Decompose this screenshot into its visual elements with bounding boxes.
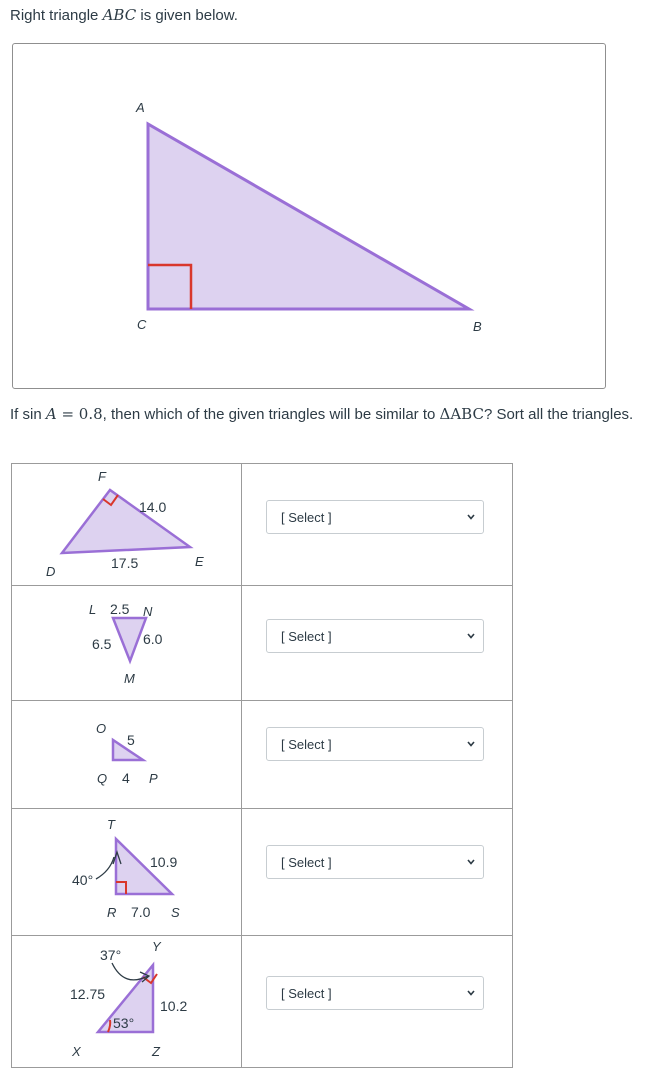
vertex-label: D <box>46 564 56 579</box>
vertex-label: P <box>149 771 158 786</box>
figure-cell <box>12 464 242 586</box>
side-label: 10.2 <box>160 998 188 1014</box>
triangle-def <box>62 490 190 553</box>
select-cell <box>242 809 513 936</box>
answer-dropdown[interactable] <box>266 619 484 653</box>
vertex-label: T <box>107 817 115 832</box>
triangle-lmn <box>113 618 146 661</box>
chevron-down-icon <box>465 629 477 643</box>
question-eq: = 0.8 <box>56 405 103 423</box>
vertex-label: L <box>89 602 97 617</box>
vertex-label: S <box>171 905 180 920</box>
vertex-label: M <box>124 671 135 686</box>
side-label: 6.0 <box>143 631 163 647</box>
vertex-label: X <box>72 1044 81 1059</box>
vertex-label: F <box>98 469 106 484</box>
triangle-lmn-figure <box>12 586 241 695</box>
question-pre: If sin <box>10 406 46 423</box>
vertex-label: O <box>96 721 107 736</box>
select-cell <box>242 936 513 1068</box>
vertex-label: N <box>143 604 153 619</box>
intro-post: is given below. <box>136 7 238 24</box>
chevron-down-icon <box>465 986 477 1000</box>
triangle-rst-figure <box>12 809 241 930</box>
answer-dropdown[interactable] <box>266 727 484 761</box>
side-label: 5 <box>127 732 135 748</box>
answer-dropdown[interactable] <box>266 500 484 534</box>
question-post: ? Sort all the triangles. <box>483 406 634 423</box>
question-text <box>10 402 655 427</box>
intro-text <box>10 6 238 24</box>
vertex-label-b: B <box>473 319 482 334</box>
vertex-label: Q <box>97 771 108 786</box>
intro-pre: Right triangle <box>10 7 103 24</box>
figure-cell <box>12 809 242 936</box>
main-figure-box <box>12 43 606 389</box>
matching-table <box>11 463 513 1068</box>
question-var: A <box>45 405 57 423</box>
triangle-xyz-figure <box>12 936 241 1062</box>
table-row <box>12 809 513 936</box>
triangle-opq-figure <box>12 701 241 803</box>
side-label: 12.75 <box>70 986 106 1002</box>
main-triangle-figure <box>13 44 605 388</box>
vertex-label: Y <box>152 939 161 954</box>
side-label: 7.0 <box>131 904 151 920</box>
dropdown-label: [ Select ] <box>281 737 332 752</box>
triangle-def-figure <box>12 464 241 580</box>
figure-cell <box>12 936 242 1068</box>
side-label: 14.0 <box>139 499 167 515</box>
chevron-down-icon <box>465 737 477 751</box>
side-label: 4 <box>122 770 130 786</box>
question-tri: ΔABC <box>439 405 484 423</box>
dropdown-label: [ Select ] <box>281 855 332 870</box>
dropdown-label: [ Select ] <box>281 629 332 644</box>
chevron-down-icon <box>465 855 477 869</box>
select-cell <box>242 586 513 701</box>
figure-cell <box>12 586 242 701</box>
side-label: 6.5 <box>92 636 112 652</box>
chevron-down-icon <box>465 510 477 524</box>
side-label: 17.5 <box>111 555 139 571</box>
figure-cell <box>12 701 242 809</box>
question-mid: , then which of the given triangles will be similar to <box>102 406 440 423</box>
angle-label: 40° <box>72 872 94 888</box>
dropdown-label: [ Select ] <box>281 986 332 1001</box>
answer-dropdown[interactable] <box>266 976 484 1010</box>
vertex-label: R <box>107 905 117 920</box>
table-row <box>12 701 513 809</box>
angle-label: 37° <box>100 947 122 963</box>
vertex-label: E <box>195 554 204 569</box>
table-row <box>12 464 513 586</box>
dropdown-label: [ Select ] <box>281 510 332 525</box>
vertex-label: Z <box>152 1044 160 1059</box>
side-label: 2.5 <box>110 601 130 617</box>
table-row <box>12 586 513 701</box>
angle-label: 53° <box>113 1015 135 1031</box>
vertex-label-c: C <box>137 317 147 332</box>
side-label: 10.9 <box>150 854 178 870</box>
intro-math: ABC <box>102 6 137 24</box>
answer-dropdown[interactable] <box>266 845 484 879</box>
select-cell <box>242 464 513 586</box>
triangle-abc <box>148 124 469 309</box>
vertex-label-a: A <box>136 100 145 115</box>
angle-arrow <box>96 857 114 879</box>
select-cell <box>242 701 513 809</box>
table-row <box>12 936 513 1068</box>
